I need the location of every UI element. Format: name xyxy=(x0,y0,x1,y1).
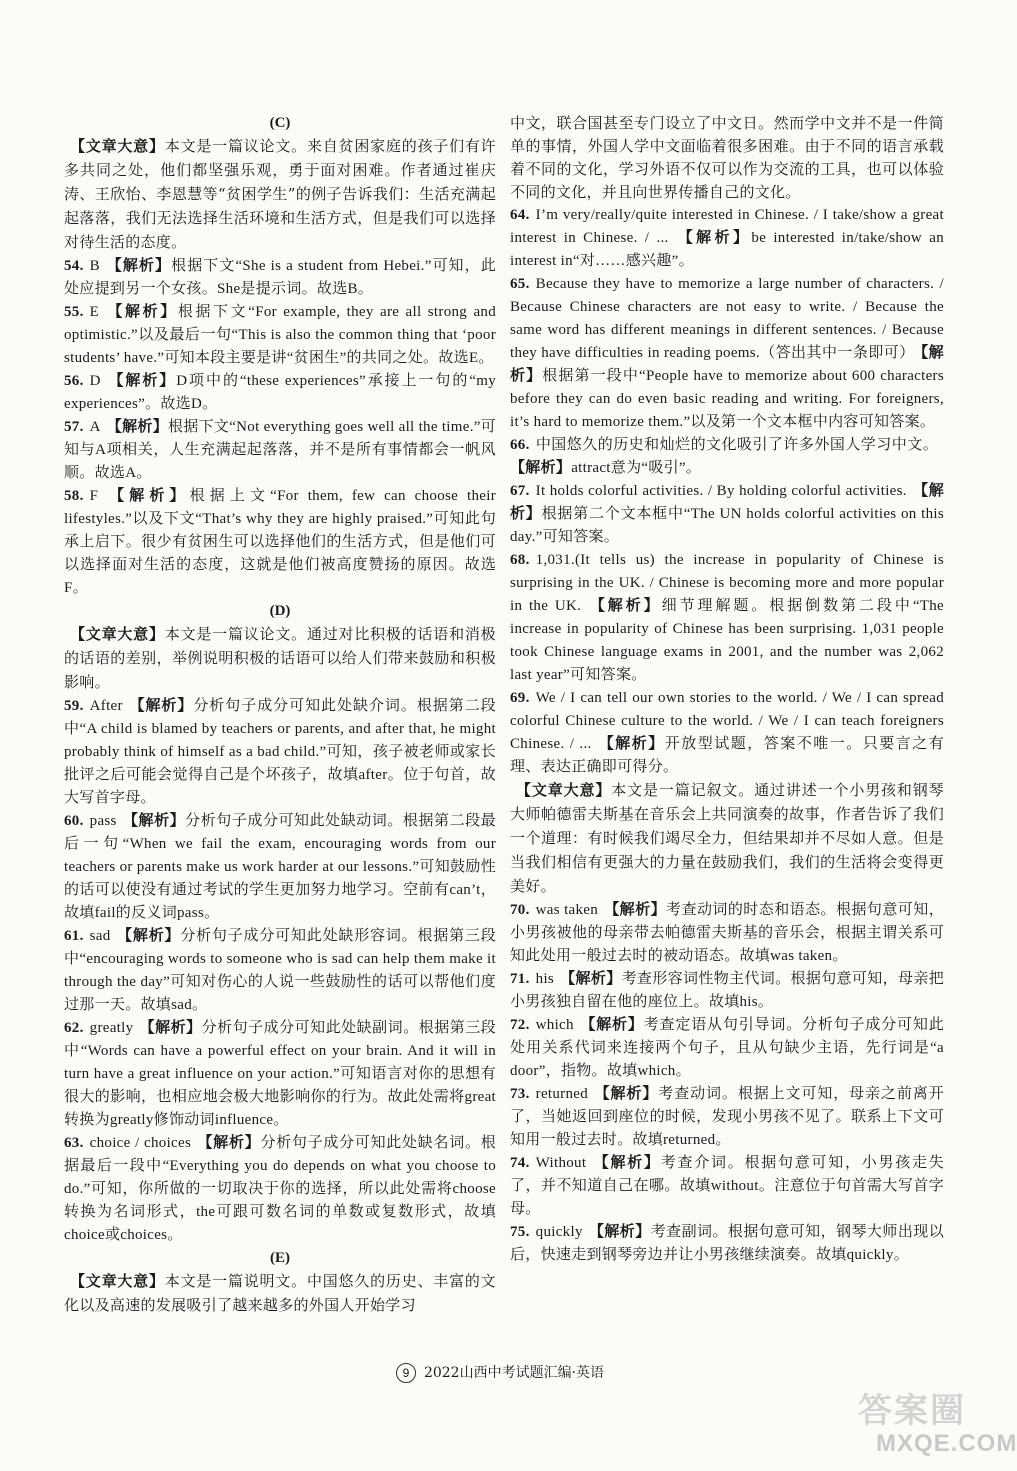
answer-text: It holds colorful activities. / By holding colorful activities. xyxy=(535,483,907,499)
analysis-tag: 【解析】 xyxy=(579,1017,644,1033)
question-number: 60. xyxy=(64,813,84,829)
analysis-tag: 【解析】 xyxy=(116,928,181,944)
answer-item xyxy=(64,485,496,600)
analysis-tag: 【解析】 xyxy=(592,1155,661,1171)
analysis-tag: 【解析】 xyxy=(105,258,172,274)
watermark-site: MXQE.COM xyxy=(876,1430,1017,1457)
answer-text: Because they have to memorize a large number of characters. / Because Chinese characters are not easy to write. / Because the same word has different meanings in different sentences. / Because they have difficulties in reading poems.（答出其中一条即可） xyxy=(510,276,944,361)
analysis-tag: 【解析】 xyxy=(128,698,194,714)
summary-continuation: 中文，联合国甚至专门设立了中文日。然而学中文并不是一件简单的事情，外国人学中文面临着很多困难。由于不同的语言承载着不同的文化，学习外语不仅可以作为交流的工具，也可以体验不同的文化，并且向世界传播自己的文化。 xyxy=(510,114,944,201)
analysis-tag: 【解析】 xyxy=(510,460,572,476)
question-number: 74. xyxy=(510,1155,530,1171)
question-number: 56. xyxy=(64,373,84,389)
summary-paragraph xyxy=(64,1270,496,1318)
answer-text: greatly xyxy=(89,1020,134,1036)
page-number: 9 xyxy=(396,1363,416,1383)
question-number: 65. xyxy=(510,276,530,292)
analysis-text: 根据第二个文本框中“The UN holds colorful activities on this day.”可知答案。 xyxy=(510,506,944,545)
analysis-text: 根据上文“For them, few can choose their lifestyles.”以及下文“That’s why they are highly praised.”可知此句承上启下。很少有贫困生可以选择他们的生活方式，但是他们可以选择面对生活的态度，这就是他们被高度赞扬的原因。故选F。 xyxy=(64,488,496,596)
answer-text: returned xyxy=(535,1086,589,1102)
answer-text: which xyxy=(535,1017,574,1033)
analysis-text: 考查动词。根据上文可知，母亲之前离开了，当她返回到座位的时候，发现小男孩不见了。联系上下文可知用一般过去时。故填returned。 xyxy=(510,1086,945,1148)
analysis-tag: 【解析】 xyxy=(197,1135,261,1151)
analysis-text: 分析句子成分可知此处缺形容词。根据第三段中“encouraging words to someone who is sad can help them make it through the day”可知对伤心的人说一些鼓励性的话可以帮他们度过那一天。故填sad。 xyxy=(64,928,496,1013)
answer-text: We / I can tell our own stories to the world. / We / I can spread colorful Chinese culture to the world. / We / I can teach foreigners Chinese. / ... xyxy=(510,690,944,752)
summary-paragraph xyxy=(510,779,944,899)
answer-item xyxy=(510,549,944,687)
analysis-tag: 【解析】 xyxy=(594,1086,659,1102)
answer-item xyxy=(510,899,944,968)
summary-text: 本文是一篇说明文。中国悠久的历史、丰富的文化以及高速的发展吸引了越来越多的外国人开始学习 xyxy=(64,1272,496,1314)
analysis-tag: 【解析】 xyxy=(510,483,944,522)
answer-text: D xyxy=(89,373,101,389)
analysis-text: 分析句子成分可知此处缺副词。根据第三段中“Words can have a powerful effect on your brain. And it will in turn have a great influence on your action.”可知语言对你的思想有很大的影响，也相应地会极大地影响你的行为。故此处需将great转换为greatly修饰动词influence。 xyxy=(64,1020,497,1128)
answer-text: his xyxy=(535,971,555,987)
summary-text: 本文是一篇议论文。来自贫困家庭的孩子们有许多共同之处，他们都坚强乐观，勇于面对困难。作者通过崔庆涛、王欣怡、李恩慧等“贫困学生”的例子告诉我们：生活充满起起落落，我们无法选择生活环境和生活方式，但是我们可以选择对待生活的态度。 xyxy=(64,137,496,251)
analysis-tag: 【解析】 xyxy=(588,1224,651,1240)
question-number: 64. xyxy=(510,207,530,223)
summary-tag: 【文章大意】 xyxy=(70,627,165,643)
answer-item xyxy=(510,273,944,434)
answer-text: I’m very/really/quite interested in Chinese. / I take/show a great interest in Chinese. / ... xyxy=(510,207,944,246)
question-number: 75. xyxy=(510,1224,530,1240)
analysis-text: 开放型试题，答案不唯一。只要言之有理、表达正确即可得分。 xyxy=(510,736,945,775)
answer-item xyxy=(64,370,496,416)
analysis-tag: 【解析】 xyxy=(674,230,752,246)
question-number: 72. xyxy=(510,1017,530,1033)
analysis-tag: 【解析】 xyxy=(104,488,190,504)
analysis-tag: 【解析】 xyxy=(510,345,944,384)
answer-item xyxy=(510,1014,944,1083)
analysis-text: attract意为“吸引”。 xyxy=(571,460,702,476)
answer-item xyxy=(510,1152,944,1221)
analysis-text: 考查形容词性物主代词。根据句意可知，母亲把小男孩独自留在他的座位上。故填his。 xyxy=(510,971,945,1010)
analysis-text: 考查动词的时态和语态。根据句意可知，小男孩被他的母亲带去帕德雷夫斯基的音乐会，根据主谓关系可知此处用一般过去时的被动语态。故填was taken。 xyxy=(510,902,945,964)
answer-text: E xyxy=(89,304,100,320)
answer-text: F xyxy=(89,488,99,504)
watermark-logo: 答案圈 xyxy=(858,1391,966,1431)
question-number: 71. xyxy=(510,971,530,987)
answer-text: A xyxy=(89,419,101,435)
answer-text: 1,031.(It tells us) the increase in popularity of Chinese is surprising in the UK. / Chinese is becoming more and more popular in the UK. xyxy=(510,552,944,614)
answer-item xyxy=(510,968,944,1014)
answer-text: 中国悠久的历史和灿烂的文化吸引了许多外国人学习中文。 xyxy=(535,437,938,453)
answer-item xyxy=(64,1132,496,1247)
question-number: 58. xyxy=(64,488,84,504)
answer-text: was taken xyxy=(535,902,599,918)
analysis-tag: 【解析】 xyxy=(106,373,177,389)
page-footer xyxy=(0,1362,1000,1384)
summary-tag: 【文章大意】 xyxy=(70,139,165,155)
answer-text: sad xyxy=(89,928,111,944)
summary-tag: 【文章大意】 xyxy=(516,783,612,799)
answer-text: B xyxy=(89,258,100,274)
answer-item xyxy=(510,687,944,779)
analysis-text: 考查介词。根据句意可知，小男孩走失了，并不知道自己在哪。故填without。注意位于句首需大写首字母。 xyxy=(510,1155,944,1217)
analysis-tag: 【解析】 xyxy=(106,419,168,435)
answer-item xyxy=(64,925,496,1017)
question-number: 61. xyxy=(64,928,84,944)
section-heading: (C) xyxy=(269,115,291,131)
question-number: 67. xyxy=(510,483,530,499)
question-number: 57. xyxy=(64,419,84,435)
answer-item xyxy=(510,434,944,480)
footer-title: 2022山西中考试题汇编·英语 xyxy=(423,1365,605,1381)
answer-item xyxy=(64,416,496,485)
summary-tag: 【文章大意】 xyxy=(70,1274,165,1290)
question-number: 62. xyxy=(64,1020,84,1036)
analysis-text: 细节理解题。根据倒数第二段中“The increase in popularity of Chinese has been surprising. 1,031 people took Chinese language exams in 2001, and the number was 2,062 last year”可知答案。 xyxy=(510,598,944,683)
question-number: 55. xyxy=(64,304,84,320)
question-number: 63. xyxy=(64,1135,84,1151)
right-column xyxy=(510,112,944,1267)
analysis-text: 分析句子成分可知此处缺介词。根据第二段中“A child is blamed by teachers or parents, and after that, he might probably think of himself as a bad child.”可知，孩子被老师或家长批评之后可能会觉得自己是个坏孩子，故填after。位于句首，故大写首字母。 xyxy=(64,698,497,806)
summary-paragraph xyxy=(64,623,496,695)
answer-item xyxy=(64,1017,496,1132)
answer-item xyxy=(64,301,496,370)
analysis-text: 考查定语从句引导词。分析句子成分可知此处用关系代词来连接两个句子，且从句缺少主语，先行词是“a door”，指物。故填which。 xyxy=(510,1017,945,1079)
question-number: 66. xyxy=(510,437,530,453)
answer-text: quickly xyxy=(535,1224,583,1240)
analysis-text: 分析句子成分可知此处缺动词。根据第二段最后一句“When we fail the exam, encouraging words from our teachers or parents make us work harder at our lessons.”可知鼓励性的话可以使没有通过考试的学生更加努力地学习。空前有can’t，故填fail的反义词pass。 xyxy=(64,813,496,921)
analysis-text: be interested in/take/show an interest in“对……感兴趣”。 xyxy=(510,230,944,269)
analysis-tag: 【解析】 xyxy=(105,304,178,320)
answer-item xyxy=(64,810,496,925)
question-number: 69. xyxy=(510,690,530,706)
analysis-text: 根据下文“Not everything goes well all the time.”可知与A项相关，人生充满起起落落，并不是所有事情都会一帆风顺。故选A。 xyxy=(64,419,497,481)
summary-text: 本文是一篇记叙文。通过讲述一个小男孩和钢琴大师帕德雷夫斯基在音乐会上共同演奏的故事，作者告诉了我们一个道理：有时候我们竭尽全力，但结果却并不尽如人意。但是当我们相信有更强大的力量在鼓励我们，我们的生活将会变得更美好。 xyxy=(510,781,944,895)
answer-text: Without xyxy=(535,1155,587,1171)
analysis-tag: 【解析】 xyxy=(587,598,662,614)
answer-item xyxy=(510,480,944,549)
answer-item xyxy=(64,695,496,810)
analysis-text: 根据下文“For example, they are all strong and optimistic.”以及最后一句“This is also the common thing that ‘poor students’ have.”可知本段主要是讲“贫困生”的共同之处。故选E。 xyxy=(64,304,497,366)
answer-item xyxy=(510,1221,944,1267)
analysis-text: 根据下文“She is a student from Hebei.”可知，此处应提到另一个女孩。She是提示词。故选B。 xyxy=(64,258,497,297)
answer-item xyxy=(64,255,496,301)
analysis-tag: 【解析】 xyxy=(604,902,667,918)
answer-item xyxy=(510,1083,944,1152)
analysis-tag: 【解析】 xyxy=(560,971,622,987)
answer-item xyxy=(510,204,944,273)
analysis-text: 考查副词。根据句意可知，钢琴大师出现以后，快速走到钢琴旁边并让小男孩继续演奏。故填quickly。 xyxy=(510,1224,945,1263)
question-number: 59. xyxy=(64,698,84,714)
analysis-tag: 【解析】 xyxy=(122,813,186,829)
analysis-tag: 【解析】 xyxy=(597,736,665,752)
analysis-text: 根据第一段中“People have to memorize about 600 characters before they can do even basic reading and writing. For foreigners, it’s hard to memorize them.”以及第一个文本框中内容可知答案。 xyxy=(510,368,944,430)
question-number: 68. xyxy=(510,552,530,568)
answer-text: pass xyxy=(89,813,117,829)
summary-paragraph xyxy=(64,135,496,255)
section-heading: (E) xyxy=(270,1250,290,1266)
analysis-tag: 【解析】 xyxy=(139,1020,202,1036)
analysis-text: 分析句子成分可知此处缺名词。根据最后一段中“Everything you do depends on what you choose to do.”可知，你所做的一切取决于你的选择，所以此处需将choose转换为名词形式，the可跟可数名词的单数或复数形式，故填choice或choices。 xyxy=(64,1135,496,1243)
answer-text: After xyxy=(89,698,123,714)
question-number: 70. xyxy=(510,902,530,918)
summary-text: 本文是一篇议论文。通过对比积极的话语和消极的话语的差别，举例说明积极的话语可以给人们带来鼓励和积极影响。 xyxy=(64,625,496,691)
question-number: 54. xyxy=(64,258,84,274)
section-heading: (D) xyxy=(269,603,291,619)
question-number: 73. xyxy=(510,1086,530,1102)
analysis-text: D项中的“these experiences”承接上一句的“my experiences”。故选D。 xyxy=(64,373,497,412)
left-column xyxy=(64,112,496,1318)
answer-text: choice / choices xyxy=(89,1135,192,1151)
